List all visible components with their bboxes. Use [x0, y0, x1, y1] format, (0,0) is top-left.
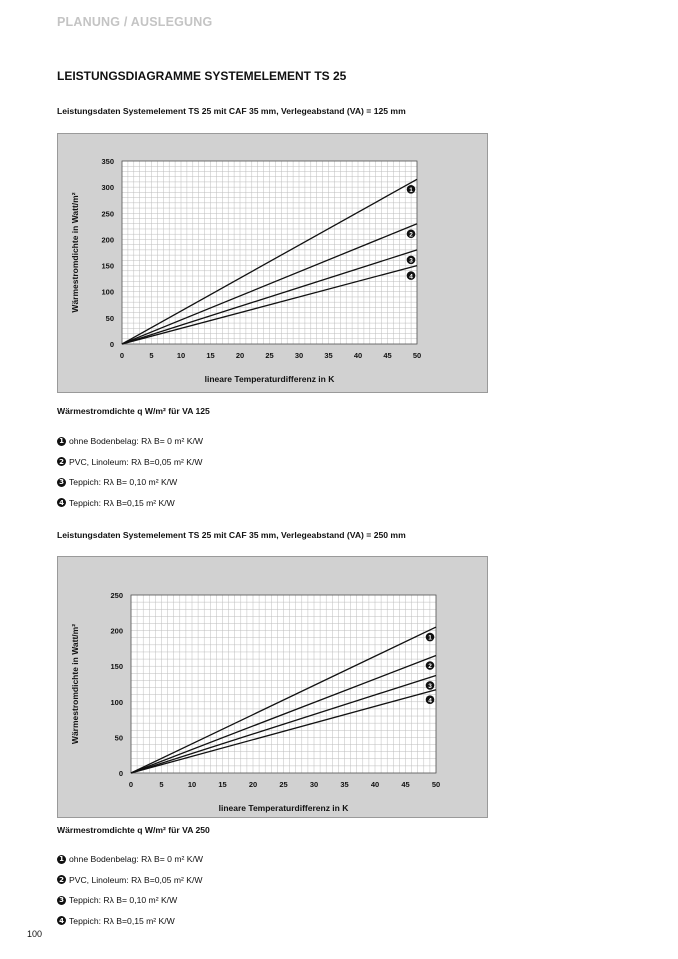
series-marker-label-4: 4 — [428, 697, 432, 705]
y-tick-label: 250 — [101, 209, 114, 219]
chart-2-legend-item-4 — [57, 911, 203, 932]
section-header: PLANUNG / AUSLEGUNG — [57, 15, 213, 29]
y-tick-label: 50 — [105, 313, 114, 323]
y-tick-label: 350 — [101, 157, 114, 166]
legend-text: Teppich: Rλ B= 0,10 m² K/W — [69, 895, 178, 906]
chart-1-legend-item-2 — [57, 452, 203, 473]
chart-2-caption: Wärmestromdichte q W/m² für VA 250 — [57, 825, 210, 835]
page-title: LEISTUNGSDIAGRAMME SYSTEMELEMENT TS 25 — [57, 69, 347, 83]
chart-1-legend-item-4 — [57, 493, 203, 514]
marker-1-icon: 1 — [57, 437, 66, 446]
x-tick-label: 0 — [128, 780, 134, 789]
y-tick-label: 100 — [110, 697, 123, 707]
marker-2-icon: 2 — [57, 875, 66, 884]
x-tick-label: 45 — [401, 780, 410, 789]
legend-text: PVC, Linoleum: Rλ B=0,05 m² K/W — [69, 874, 203, 885]
chart-2-subtitle: Leistungsdaten Systemelement TS 25 mit CAF 35 mm, Verlegeabstand (VA) = 250 mm — [57, 530, 406, 540]
legend-text: Teppich: Rλ B=0,15 m² K/W — [69, 497, 175, 508]
x-tick-label: 50 — [431, 780, 441, 789]
x-tick-label: 25 — [265, 351, 274, 360]
marker-4-icon: 4 — [57, 498, 66, 507]
y-tick-label: 150 — [110, 662, 123, 672]
y-tick-label: 0 — [109, 340, 114, 349]
marker-4-icon: 4 — [57, 916, 66, 925]
y-tick-label: 200 — [101, 235, 114, 245]
y-axis-label: Wärmestromdichte in Watt/m² — [70, 623, 80, 745]
x-tick-label: 10 — [187, 780, 197, 789]
x-tick-label: 25 — [279, 780, 288, 789]
y-tick-label: 150 — [101, 261, 114, 271]
x-tick-label: 5 — [149, 351, 154, 360]
chart-1-legend-item-1 — [57, 431, 203, 452]
series-marker-label-2: 2 — [409, 231, 413, 239]
y-tick-label: 300 — [101, 183, 114, 193]
series-marker-label-3: 3 — [409, 257, 413, 265]
chart-2-legend — [57, 849, 203, 931]
series-marker-label-2: 2 — [428, 663, 432, 671]
x-tick-label: 40 — [370, 780, 380, 789]
series-marker-label-1: 1 — [409, 187, 413, 194]
chart-2-legend-item-3 — [57, 890, 203, 911]
x-tick-label: 15 — [218, 780, 227, 789]
chart-1-subtitle: Leistungsdaten Systemelement TS 25 mit CAF 35 mm, Verlegeabstand (VA) = 125 mm — [57, 106, 406, 116]
x-tick-label: 30 — [309, 780, 319, 789]
series-marker-label-4: 4 — [409, 273, 413, 281]
legend-text: ohne Bodenbelag: Rλ B= 0 m² K/W — [69, 436, 203, 447]
marker-3-icon: 3 — [57, 478, 66, 487]
x-tick-label: 35 — [340, 780, 349, 789]
page-number: 100 — [27, 929, 43, 939]
legend-text: Teppich: Rλ B= 0,10 m² K/W — [69, 477, 178, 488]
chart-2-legend-item-1 — [57, 849, 203, 870]
chart-2-panel — [57, 556, 488, 818]
legend-text: Teppich: Rλ B=0,15 m² K/W — [69, 915, 175, 926]
x-tick-label: 50 — [412, 351, 422, 360]
chart-2-legend-item-2 — [57, 870, 203, 891]
chart-1-legend-item-3 — [57, 472, 203, 493]
legend-text: ohne Bodenbelag: Rλ B= 0 m² K/W — [69, 854, 203, 865]
x-tick-label: 20 — [248, 780, 258, 789]
x-tick-label: 35 — [324, 351, 333, 360]
x-tick-label: 40 — [353, 351, 363, 360]
x-tick-label: 15 — [206, 351, 215, 360]
chart-2-svg — [58, 557, 487, 817]
y-tick-label: 250 — [110, 591, 123, 600]
chart-1-panel — [57, 133, 488, 393]
y-tick-label: 100 — [101, 287, 114, 297]
x-tick-label: 20 — [235, 351, 245, 360]
x-tick-label: 10 — [176, 351, 186, 360]
y-tick-label: 50 — [114, 733, 123, 743]
chart-1-svg — [58, 134, 487, 392]
x-tick-label: 30 — [294, 351, 304, 360]
series-marker-label-1: 1 — [428, 634, 432, 642]
marker-2-icon: 2 — [57, 457, 66, 466]
chart-1-caption: Wärmestromdichte q W/m² für VA 125 — [57, 406, 210, 416]
legend-text: PVC, Linoleum: Rλ B=0,05 m² K/W — [69, 456, 203, 467]
y-tick-label: 0 — [118, 769, 123, 778]
x-axis-label: lineare Temperaturdifferenz in K — [218, 803, 349, 813]
x-tick-label: 45 — [383, 351, 392, 360]
series-marker-label-3: 3 — [428, 683, 432, 691]
chart-1-legend — [57, 431, 203, 513]
y-axis-label: Wärmestromdichte in Watt/m² — [70, 192, 80, 313]
x-axis-label: lineare Temperaturdifferenz in K — [204, 374, 335, 384]
y-tick-label: 200 — [110, 626, 123, 636]
x-tick-label: 5 — [159, 780, 164, 789]
x-tick-label: 0 — [119, 351, 125, 360]
marker-3-icon: 3 — [57, 896, 66, 905]
marker-1-icon: 1 — [57, 855, 66, 864]
